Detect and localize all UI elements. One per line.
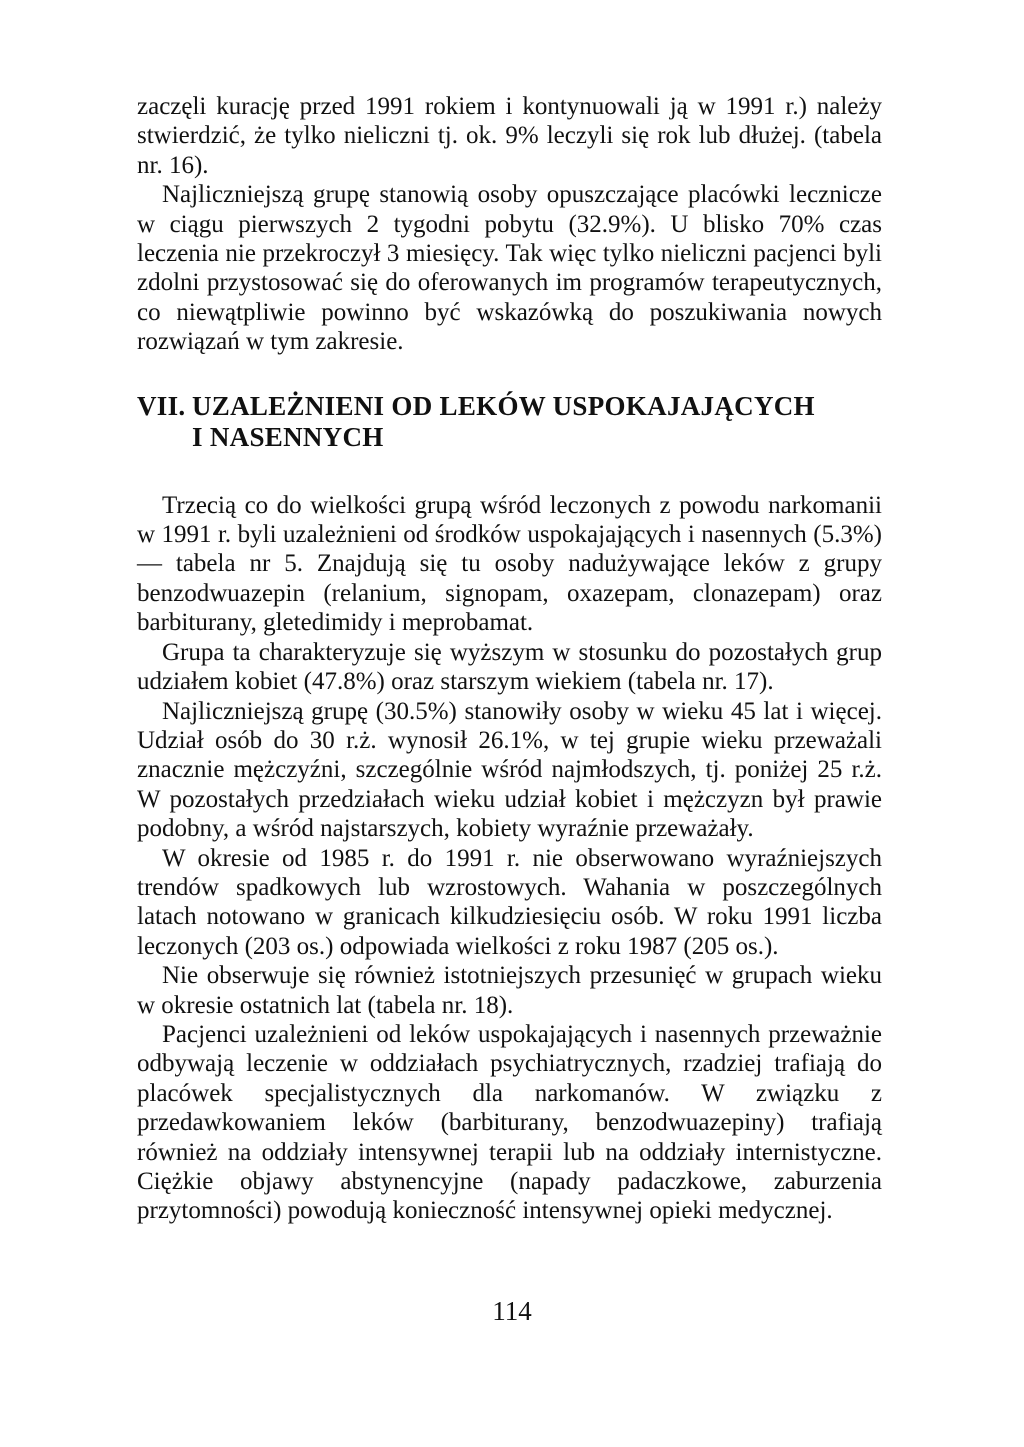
section-heading [137, 391, 882, 453]
paragraph: Trzecią co do wielkości grupą wśród leczonych z powodu narkomanii w 1991 r. byli uzależnieni od środków uspokajających i nasennych (5.3%) — tabela nr 5. Znajdują się tu osoby nadużywające leków z grupy benzodwuazepin (relanium, signopam, oxazepam, clonazepam) oraz barbiturany, gletedimidy i meprobamat. [137, 491, 882, 637]
section-title-line2: I NASENNYCH [192, 421, 384, 452]
paragraph: Grupa ta charakteryzuje się wyższym w stosunku do pozostałych grup udziałem kobiet (47.8%) oraz starszym wiekiem (tabela nr. 17). [137, 638, 882, 696]
section-number: VII. [137, 390, 186, 421]
paragraph: Pacjenci uzależnieni od leków uspokajających i nasennych przeważnie odbywają leczenie w oddziałach psychiatrycznych, rzadziej trafiają do placówek specjalistycznych dla narkomanów. W związku z przedawkowaniem leków (barbiturany, benzodwuazepiny) trafiają również na oddziały intensywnej terapii lub na oddziały internistyczne. Ciężkie objawy abstynencyjne (napady padaczkowe, zaburzenia przytomności) powodują konieczność intensywnej opieki medycznej. [137, 1020, 882, 1225]
section-title-line1: UZALEŻNIENI OD LEKÓW USPOKAJAJĄCYCH [192, 390, 815, 421]
page-number: 114 [492, 1296, 532, 1326]
paragraph: Nie obserwuje się również istotniejszych przesunięć w grupach wieku w okresie ostatnich lat (tabela nr. 18). [137, 962, 882, 1019]
paragraph-continuation: zaczęli kurację przed 1991 rokiem i kontynuowali ją w 1991 r.) należy stwierdzić, że tylko nieliczni tj. ok. 9% leczyli się rok lub dłużej. (tabela nr. 16). [137, 93, 882, 179]
paragraph: Najliczniejszą grupę (30.5%) stanowiły osoby w wieku 45 lat i więcej. Udział osób do 30 r.ż. wynosił 26.1%, w tej grupie wieku przeważali znacznie mężczyźni, szczególnie wśród najmłodszych, tj. poniżej 25 r.ż. W pozostałych przedziałach wieku udział kobiet i mężczyzn był prawie podobny, a wśród najstarszych, kobiety wyraźnie przeważały. [137, 697, 882, 843]
paragraph: W okresie od 1985 r. do 1991 r. nie obserwowano wyraźniejszych trendów spadkowych lub wzrostowych. Wahania w poszczególnych latach notowano w granicach kilkudziesięciu osób. W roku 1991 liczba leczonych (203 os.) odpowiada wielkości z roku 1987 (205 os.). [137, 844, 882, 960]
paragraph: Najliczniejszą grupę stanowią osoby opuszczające placówki lecznicze w ciągu pierwszych 2 tygodni pobytu (32.9%). U blisko 70% czas leczenia nie przekroczył 3 miesięcy. Tak więc tylko nieliczni pacjenci byli zdolni przystosować się do oferowanych im programów terapeutycznych, co niewątpliwie powinno być wskazówką do poszukiwania nowych rozwiązań w tym zakresie. [137, 181, 882, 356]
document-page [137, 92, 882, 1226]
